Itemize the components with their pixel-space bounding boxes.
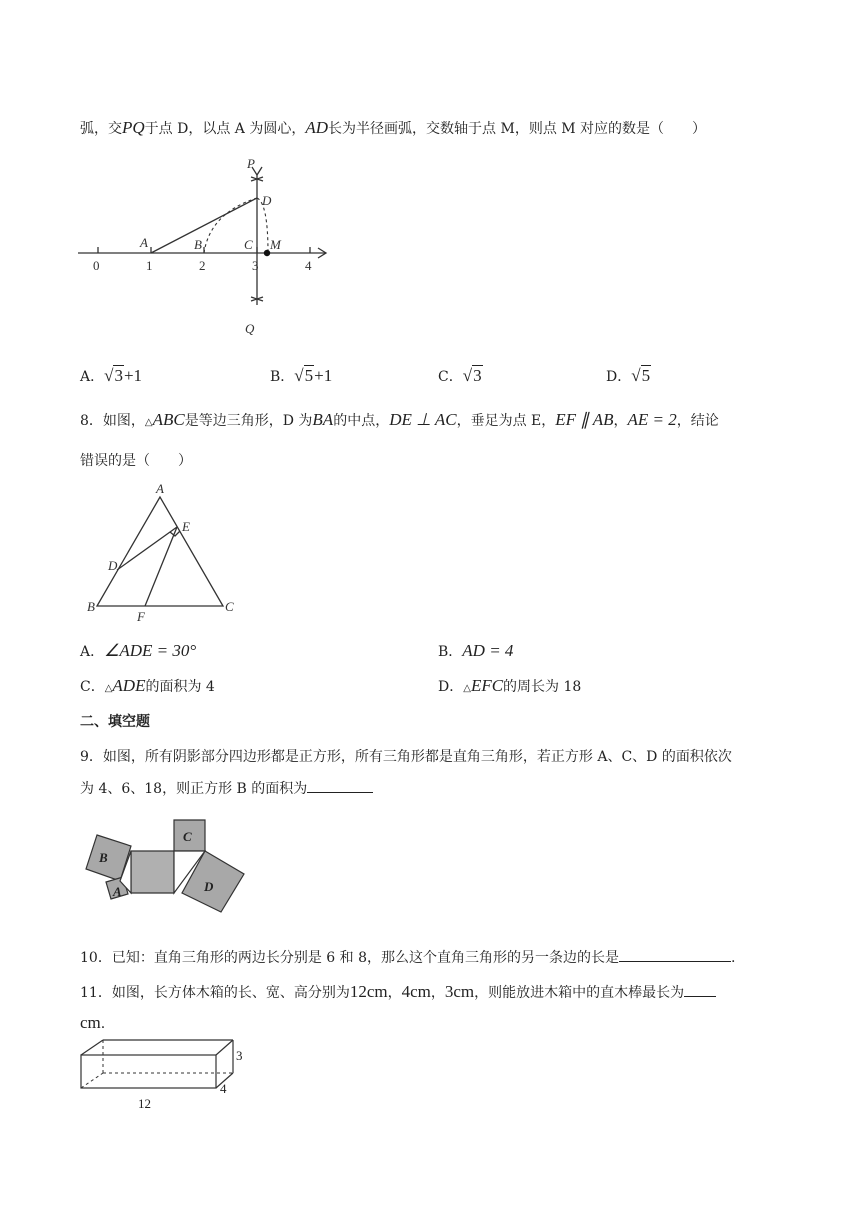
q8-option-a[interactable]: A．∠ADE = 30°	[80, 641, 197, 660]
label-a: A	[113, 884, 122, 899]
label-p: P	[247, 156, 255, 171]
label-f: F	[137, 609, 145, 624]
q9-answer-blank[interactable]	[307, 778, 373, 793]
label-e: E	[182, 519, 190, 534]
label-q: Q	[245, 321, 255, 336]
q10-stem: 10．已知：直角三角形的两边长分别是 6 和 8，那么这个直角三角形的另一条边的长是 .	[80, 947, 735, 967]
label-d: D	[108, 558, 118, 573]
tick-0: 0	[93, 258, 100, 273]
segment-pq: PQ	[122, 118, 145, 137]
label-b: B	[87, 599, 95, 614]
tick-4: 4	[305, 258, 312, 273]
label-a: A	[140, 235, 148, 250]
q7-stem: 弧，交PQ于点 D，以点 A 为圆心，AD长为半径画弧，交数轴于点 M，则点 M 对应的数是（ ）	[80, 118, 707, 137]
squares-figure	[78, 815, 253, 915]
q11-answer-blank[interactable]	[684, 982, 716, 997]
q7-option-d[interactable]: D．√5	[606, 366, 651, 385]
q8-option-b[interactable]: B．AD = 4	[438, 641, 514, 660]
label-height: 3	[236, 1048, 243, 1063]
q7-option-a[interactable]: A．√3+1	[80, 366, 143, 385]
q8-stem-line2: 错误的是（ ）	[80, 453, 192, 469]
q9-stem-line2: 为 4、6、18，则正方形 B 的面积为	[80, 778, 373, 798]
number-line-figure	[78, 155, 338, 345]
tick-3: 3	[252, 258, 259, 273]
q10-answer-blank[interactable]	[619, 947, 731, 962]
triangle-figure	[85, 483, 245, 628]
box-figure	[80, 1038, 245, 1118]
q11-unit: cm.	[80, 1013, 106, 1032]
segment-ad: AD	[305, 118, 329, 137]
label-width: 4	[220, 1081, 227, 1096]
label-m: M	[270, 237, 281, 252]
q9-stem: 9．如图，所有阴影部分四边形都是正方形，所有三角形都是直角三角形，若正方形 A、C、D 的面积依次	[80, 749, 732, 765]
tick-2: 2	[199, 258, 206, 273]
q8-option-d[interactable]: D．△EFC的周长为 18	[438, 676, 582, 695]
tick-1: 1	[146, 258, 153, 273]
label-length: 12	[138, 1096, 151, 1111]
label-a: A	[156, 481, 164, 496]
label-d: D	[262, 193, 272, 208]
q11-stem: 11．如图，长方体木箱的长、宽、高分别为12cm，4cm，3cm，则能放进木箱中的直木棒最长为	[80, 982, 716, 1002]
label-c: C	[183, 829, 192, 844]
section-heading: 二、填空题	[80, 714, 150, 730]
label-d: D	[204, 879, 214, 894]
label-c: C	[225, 599, 234, 614]
q8-option-c[interactable]: C．△ADE的面积为 4	[80, 676, 215, 695]
q7-option-b[interactable]: B．√5+1	[270, 366, 333, 385]
label-b: B	[99, 850, 108, 865]
q8-stem: 8．如图，△ABC是等边三角形，D 为BA的中点，DE ⊥ AC，垂足为点 E，EF ∥ AB，AE = 2，结论	[80, 410, 719, 429]
q7-option-c[interactable]: C．√3	[438, 366, 482, 385]
label-c: C	[244, 237, 253, 252]
label-b: B	[194, 237, 202, 252]
